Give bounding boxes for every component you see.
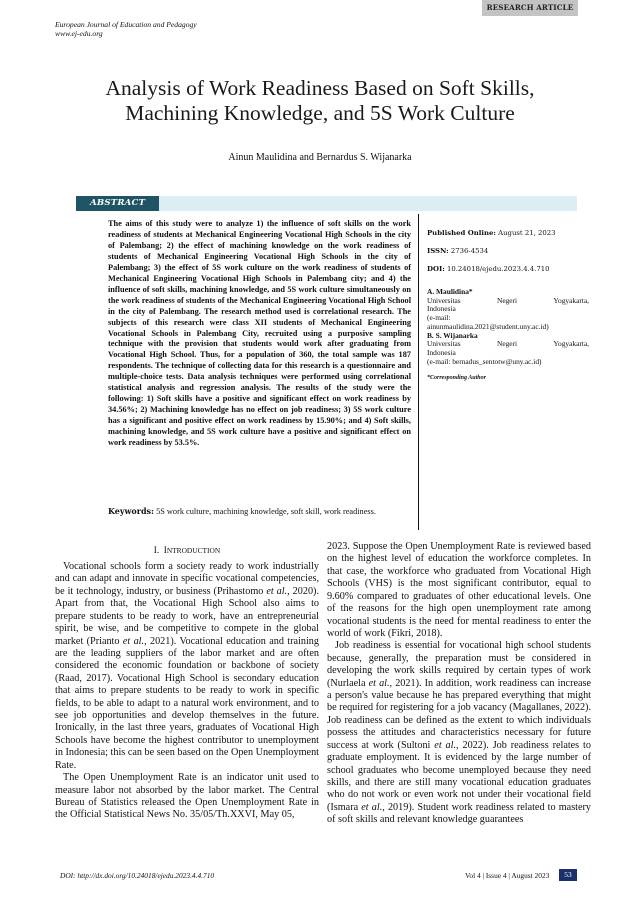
issn-value: 2736-4534 <box>450 247 489 255</box>
author-email[interactable]: ainunmaulidina.2021@student.uny.ac.id) <box>427 321 549 331</box>
author-email-prefix: (e-mail: <box>427 313 451 323</box>
text: , 2021). Vocational education and training are the leading suppliers of the labor market and are often considered the economic foundation or backbone of society (Raad, 2017). Vocational High School is secondary education that aims to prepare students to be ready to work in specific fields, to be able to adapt to a natural work environment, and to see job opportunities and develop themselves in the future. Ironically, in the last three years, graduates of Vocational High Schools have become the highest contributor to unemployment in Indonesia; this can be seen based on the Open Unemployment Rate. <box>55 635 319 771</box>
text: Job readiness is essential for vocational high school students because, generally, the preparation must be considered in developing the work skills required by certain types of work (Nurlaela <box>327 640 591 689</box>
published-value: August 21, 2023 <box>498 229 556 237</box>
citation-etal: et al. <box>361 801 383 813</box>
footer-doi-link[interactable]: DOI: http://dx.doi.org/10.24018/ejedu.2023.4.4.710 <box>60 871 215 880</box>
doi <box>427 265 589 274</box>
published-date <box>427 229 589 238</box>
paper-authors: Ainun Maulidina and Bernardus S. Wijanarka <box>228 152 412 163</box>
citation-etal: et al. <box>266 585 288 597</box>
paragraph <box>55 561 319 772</box>
footer-volume-info: Vol 4 | Issue 4 | August 2023 <box>465 871 550 880</box>
text: , 2019). Student work readiness related to mastery of soft skills and relevant knowledge guarantees <box>327 801 592 826</box>
column-divider <box>418 214 419 530</box>
text: , 2020). Apart from that, the Vocational High School also aims to prepare students to be ready to work, have an entrepreneurial spirit, be wise, and be competitive to compete in the global market (Prianto <box>55 585 319 647</box>
journal-name: European Journal of Education and Pedagogy <box>55 20 197 29</box>
citation-etal: et al. <box>434 739 457 751</box>
affiliation-word: Negeri <box>496 339 518 349</box>
keywords <box>108 506 411 517</box>
body-column-right <box>327 541 591 827</box>
journal-header <box>55 20 197 38</box>
affiliation-word: Negeri <box>496 295 518 305</box>
title-line-1: Analysis of Work Readiness Based on Soft Skills, <box>105 76 535 100</box>
author-country: Indonesia <box>427 347 456 357</box>
affiliation-word: Universitas <box>427 339 461 349</box>
abstract-body: The aims of this study were to analyze 1) the influence of soft skills on the work readiness of students at Mechanical Engineering Vocational High Schools in the city of Palembang; 2) the effect of machining knowledge on the work readiness of students of Mechanical Engineering Vocational High Schools in the city of Palembang; 3) the effect of 5S work culture on the work readiness of students of Mechanical Engineering Vocational High Schools in Palembang city; and 4) the influence of soft skills, machining knowledge, and 5S work culture simultaneously on the work readiness of students of the Mechanical Engineering Vocational High School in the city of Palembang. The research method used is correlational research. The subjects of this research were class XII students of Mechanical Engineering Vocational Schools in Palembang City, recruited using a purposive sampling technique with the provision that students would work after graduating from Vocational High School. Thus, for a population of 360, the total sample was 187 respondents. The technique of collecting data for this research is a questionnaire and multiple-choice tests. Data analysis techniques were performed using correlational statistical analysis and regression analysis. The results of the study were the following: 1) Soft skills have a positive and significant effect on work readiness by 34.56%; 2) Machining knowledge has no effect on job readiness; 3) 5S work culture has a significant and positive effect on work readiness by 15.90%; and 4) Soft skills, machining knowledge, and 5S work culture have a positive and significant effect on work readiness by 53.5%. <box>108 219 411 448</box>
affiliation-word: Yogyakarta, <box>553 295 589 305</box>
text: , 2021). In addition, work readiness can increase a person's value because he has prepared everything that might be required for registering for a job vacancy (Magallanes, 2022). Job readiness can be defined as the extent to which individuals possess the attitudes and characteristics necessary for future success at work (Sultoni <box>327 677 592 751</box>
issn-label: ISSN: <box>427 247 449 255</box>
section-number: I. <box>153 545 160 555</box>
paper-title <box>60 76 580 126</box>
issn <box>427 247 589 256</box>
abstract-header-bar <box>76 196 577 211</box>
corresponding-author-note: *Corresponding Author <box>427 375 486 382</box>
affiliation-word: Universitas <box>427 295 461 305</box>
paragraph: The Open Unemployment Rate is an indicator unit used to measure labor not absorbed by the labor market. The Central Bureau of Statistics released the Open Unemployment Rate in the Official Statistical News No. 35/05/Th.XXVI, May 05, <box>55 772 319 821</box>
paragraph: 2023. Suppose the Open Unemployment Rate is reviewed based on the highest level of education the workforce completes. In that case, the workforce who graduated from Vocational High Schools (VHS) is the most significant contributor, equal to 9.60% compared to graduates of other educational levels. One of the reasons for the high open unemployment rate among vocational students is the need for mental readiness to enter the world of work (Fikri, 2018). <box>327 541 591 639</box>
keywords-list: 5S work culture, machining knowledge, soft skill, work readiness. <box>156 507 376 516</box>
text: Vocational schools form a society ready to work industrially and can adapt and innovate in specific vocational competencies, be it technology, industry, or business (Prihastomo <box>55 561 319 597</box>
author-name: B. S. Wijanarka <box>427 330 478 340</box>
author-email[interactable]: (e-mail: bernadus_sentotw@uny.ac.id) <box>427 356 542 366</box>
affiliation-word: Yogyakarta, <box>553 339 589 349</box>
journal-url[interactable]: www.ej-edu.org <box>55 29 103 38</box>
citation-etal: et al. <box>368 677 390 689</box>
keywords-label: Keywords: <box>108 506 155 516</box>
section-title-initial: I <box>163 545 167 555</box>
text: , 2022). Job readiness relates to graduate employment. It is evidenced by the large number of school graduates who become unemployed because they need skills, and there are still many vocational education graduates who do not work or even work not under their vocational field (Ismara <box>327 739 591 813</box>
body-column-left <box>55 544 319 822</box>
title-line-2: Machining Knowledge, and 5S Work Culture <box>125 101 515 125</box>
article-type-badge: RESEARCH ARTICLE <box>482 0 578 16</box>
abstract-label: ABSTRACT <box>76 196 159 211</box>
doi-value[interactable]: 10.24018/ejedu.2023.4.4.710 <box>446 265 550 273</box>
page-number: 53 <box>559 869 577 881</box>
author-name: A. Maulidina* <box>427 287 473 296</box>
section-title-rest: NTRODUCTION <box>166 546 221 555</box>
author-block-2 <box>427 332 589 367</box>
section-heading-introduction <box>55 544 319 557</box>
paragraph <box>327 640 591 826</box>
author-country: Indonesia <box>427 304 456 314</box>
doi-label: DOI: <box>427 265 445 273</box>
article-metadata <box>427 229 589 381</box>
published-label: Published Online: <box>427 229 496 237</box>
author-block-1 <box>427 288 589 332</box>
citation-etal: et al. <box>122 635 145 647</box>
